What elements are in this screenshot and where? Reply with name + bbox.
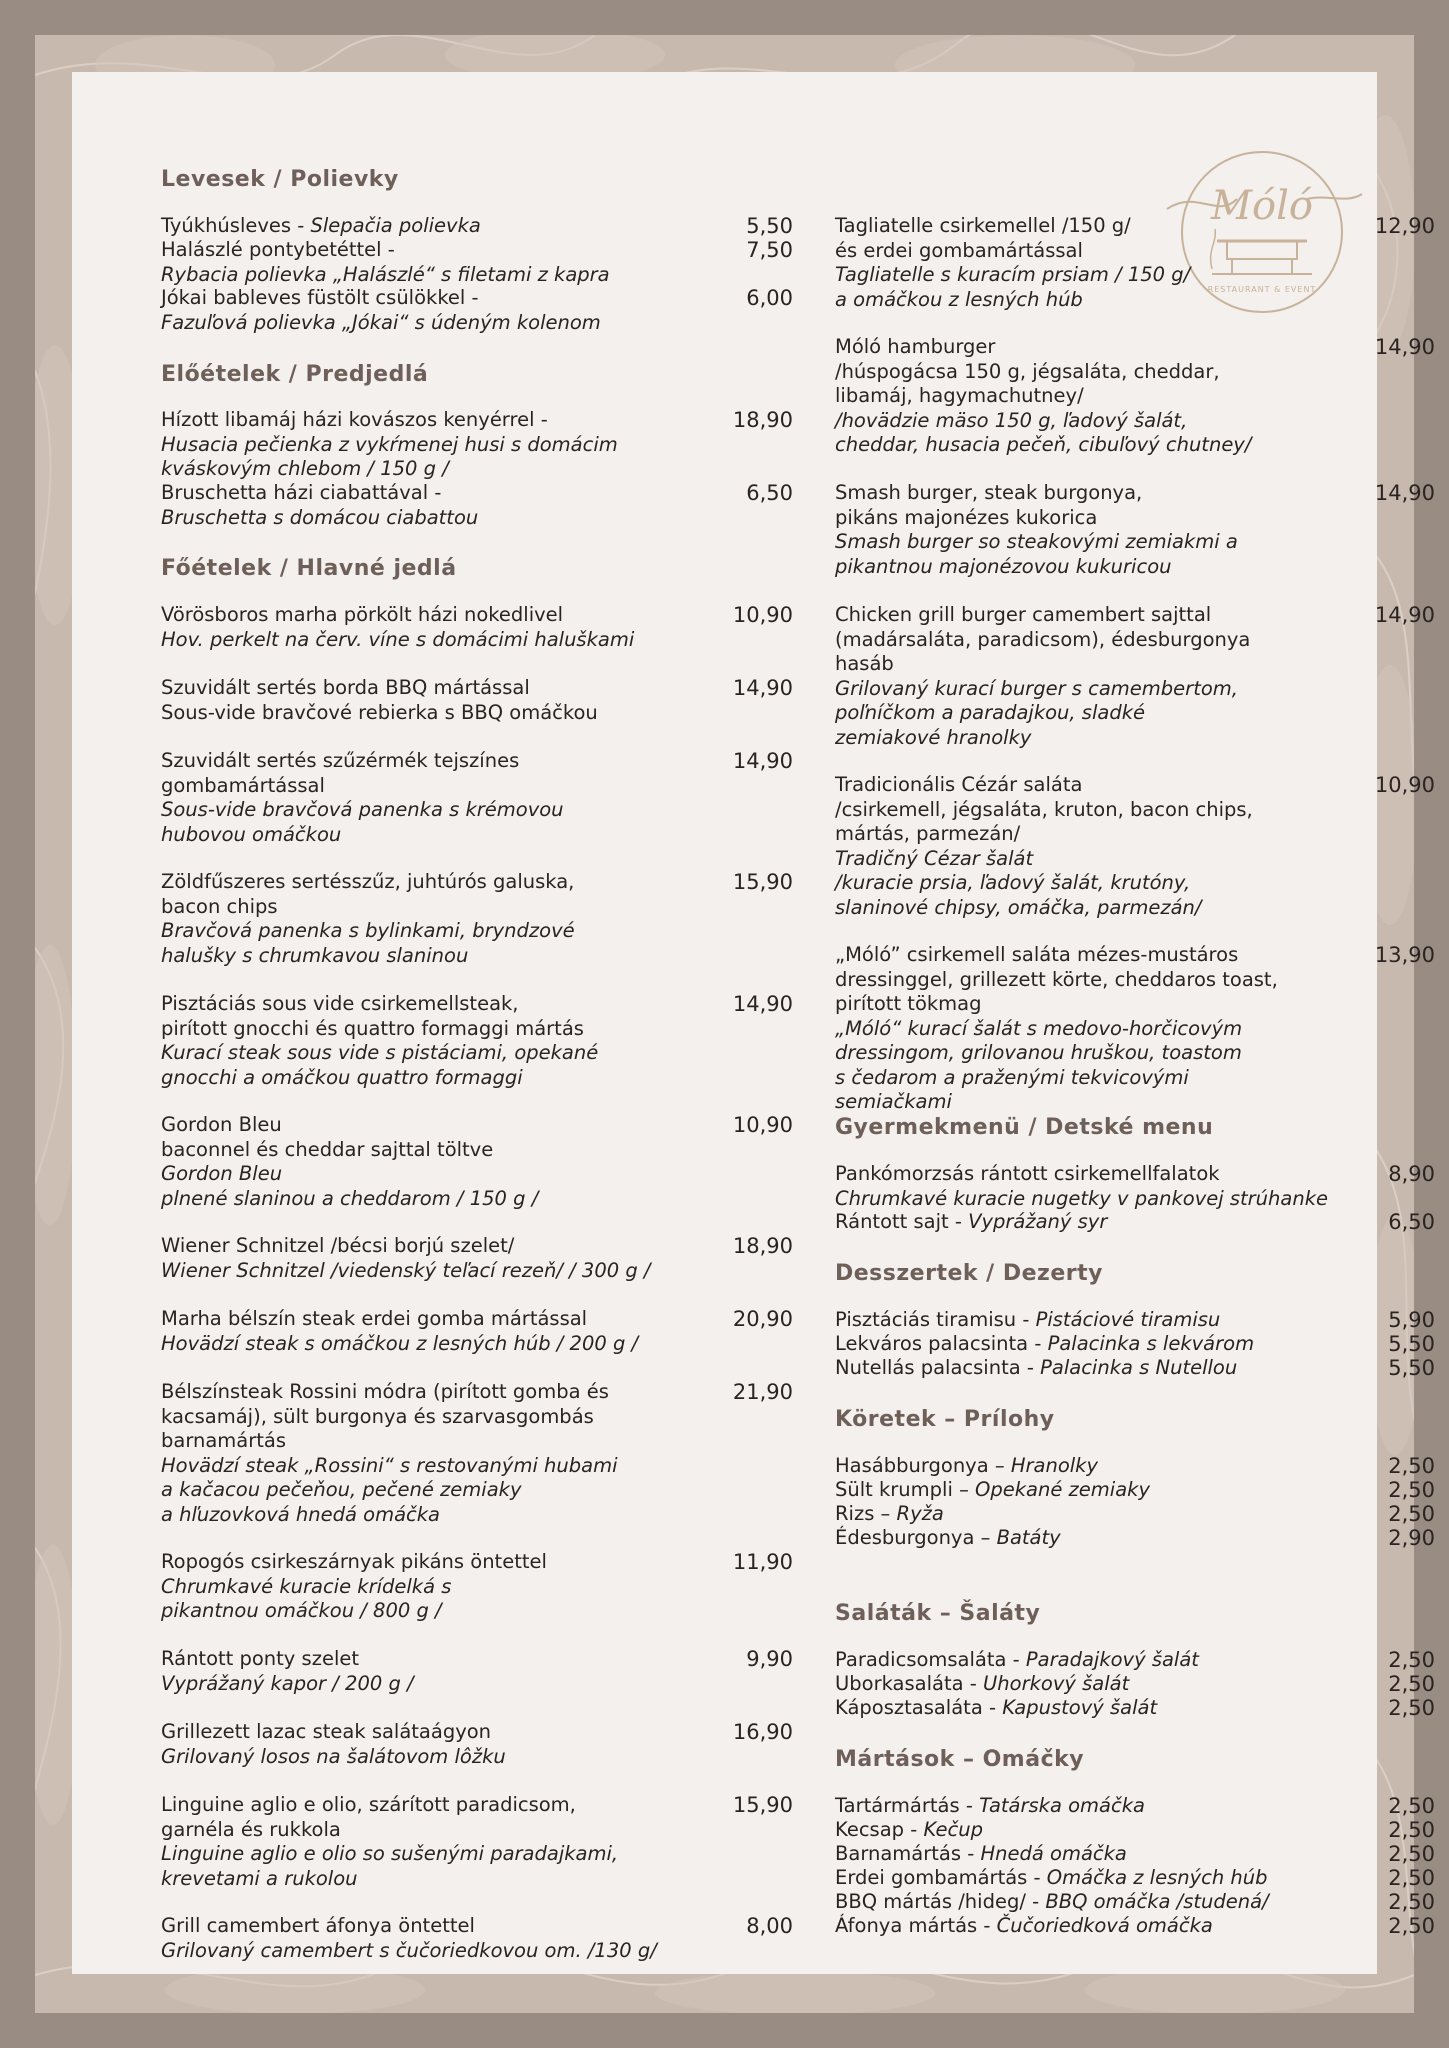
item-name-hu: Wiener Schnitzel /bécsi borjú szelet/ — [161, 1234, 515, 1257]
menu-item-line — [835, 1648, 1435, 1673]
item-price: 6,50 — [746, 481, 793, 505]
item-name-sk: Kurací steak sous vide s pistáciami, opekané — [161, 1041, 599, 1064]
item-name-sk: poľníčkom a paradajkou, sladké — [835, 701, 1146, 724]
menu-item — [161, 676, 793, 725]
section-title: Előételek / Predjedlá — [161, 362, 429, 387]
item-name-sk: slaninové chipsy, omáčka, parmezán/ — [835, 895, 1202, 919]
item-name-sk: Bruschetta s domácou ciabattou — [161, 505, 479, 529]
item-name-sk: a hľuzovková hnedá omáčka — [161, 1502, 440, 1526]
item-price: 10,90 — [732, 1113, 793, 1137]
item-price: 2,50 — [1388, 1478, 1435, 1502]
item-name-hu: BBQ mártás /hideg/ - — [835, 1890, 1046, 1913]
section-title: Desszertek / Dezerty — [835, 1261, 1103, 1286]
item-price: 20,90 — [732, 1307, 793, 1331]
item-name-hu: Halászlé pontybetéttel - — [161, 238, 395, 261]
menu-item-names — [835, 1162, 1435, 1211]
menu-item — [835, 1478, 1435, 1503]
item-name-hu: dressinggel, grillezett körte, cheddaros toast, — [835, 967, 1278, 991]
item-name-hu: Bruschetta házi ciabattával - — [161, 481, 442, 504]
menu-item — [161, 1234, 793, 1283]
menu-item — [835, 1794, 1435, 1819]
item-name-hu: Grillezett lazac steak salátaágyon — [161, 1720, 492, 1743]
item-name-sk: Vyprážaný kapor / 200 g / — [161, 1671, 414, 1695]
item-name-sk: Paradajkový šalát — [1025, 1648, 1199, 1671]
item-name-hu: hasáb — [835, 652, 894, 675]
item-name-sk: Hovädzí steak „Rossini“ s restovanými hubami — [161, 1453, 618, 1477]
menu-item — [161, 1720, 793, 1769]
item-name-hu: pirított tökmag — [835, 992, 982, 1015]
item-name-sk: kváskovým chlebom / 150 g / — [161, 457, 449, 480]
item-price: 2,50 — [1388, 1696, 1435, 1720]
menu-item — [161, 603, 793, 652]
item-name-sk: Palacinka s lekvárom — [1047, 1332, 1255, 1355]
menu-item-names — [161, 1380, 793, 1527]
item-price: 6,00 — [746, 286, 793, 310]
menu-item-line — [835, 1454, 1435, 1479]
item-name-sk: Uhorkový šalát — [983, 1672, 1130, 1695]
menu-item-line — [835, 1866, 1435, 1891]
menu-item — [835, 481, 1435, 579]
item-name-sk: Kapustový šalát — [1002, 1696, 1158, 1719]
menu-item-names — [161, 1914, 793, 1963]
item-name-hu: Lekváros palacsinta - — [835, 1332, 1048, 1355]
item-name-hu: Sous-vide bravčové rebierka s BBQ omáčkou — [161, 700, 598, 724]
menu-item-names — [835, 1672, 1435, 1697]
menu-item-line — [835, 1332, 1435, 1357]
item-name-hu: Rántott sajt - — [835, 1210, 969, 1233]
menu-item — [835, 1648, 1435, 1673]
item-name-sk: pikantnou omáčkou / 800 g / — [161, 1599, 442, 1622]
item-price: 2,50 — [1388, 1890, 1435, 1914]
menu-item-line — [835, 1356, 1435, 1381]
item-name-hu: „Móló” csirkemell saláta mézes-mustáros — [835, 943, 1239, 966]
item-price: 5,50 — [1388, 1332, 1435, 1356]
item-name-hu: Zöldfűszeres sertésszűz, juhtúrós galuska, — [161, 870, 575, 893]
item-name-hu: Hasábburgonya – — [835, 1454, 1011, 1477]
menu-item-names — [835, 1454, 1435, 1479]
item-name-hu: Chicken grill burger camembert sajttal — [835, 603, 1212, 626]
item-name-sk: Hov. perkelt na červ. víne s domácimi haluškami — [161, 627, 635, 651]
menu-item-names — [835, 943, 1435, 1115]
item-name-hu: Káposztasaláta - — [835, 1696, 1003, 1719]
item-name-sk: Slepačia polievka — [310, 214, 481, 237]
item-name-sk: Smash burger so steakovými zemiakmi a — [835, 530, 1238, 553]
item-name-sk: halušky s chrumkavou slaninou — [161, 943, 469, 967]
menu-item — [835, 1696, 1435, 1721]
item-name-hu: Pankómorzsás rántott csirkemellfalatok — [835, 1162, 1220, 1185]
menu-item-names — [161, 481, 793, 530]
menu-item-names — [161, 870, 793, 968]
item-price: 14,90 — [1374, 603, 1435, 627]
item-price: 15,90 — [732, 1793, 793, 1817]
item-name-sk: Tatárska omáčka — [979, 1794, 1145, 1817]
item-name-sk: semiačkami — [835, 1090, 952, 1113]
menu-item — [835, 1356, 1435, 1381]
item-price: 2,50 — [1388, 1648, 1435, 1672]
section-title: Saláták – Šaláty — [835, 1601, 1041, 1626]
menu-item-names — [835, 1648, 1435, 1673]
item-name-hu: pirított gnocchi és quattro formaggi mártás — [161, 1016, 584, 1040]
item-name-sk: Kečup — [923, 1818, 984, 1841]
item-name-hu: barnamártás — [161, 1429, 287, 1452]
item-price: 2,50 — [1388, 1842, 1435, 1866]
item-name-sk: Ryža — [896, 1502, 944, 1525]
item-name-hu: Kecsap - — [835, 1818, 924, 1841]
item-name-sk: Rybacia polievka „Halászlé“ s filetami z kapra — [161, 262, 610, 286]
menu-item — [835, 1914, 1435, 1939]
item-name-sk: Gordon Bleu — [161, 1162, 283, 1185]
section-title: Gyermekmenü / Detské menu — [835, 1115, 1214, 1140]
menu-item-names — [835, 1502, 1435, 1527]
item-name-sk: pikantnou majonézovou kukuricou — [835, 554, 1172, 578]
menu-item-names — [835, 1866, 1435, 1891]
menu-sheet — [72, 72, 1435, 1974]
item-price: 14,90 — [732, 992, 793, 1016]
menu-item-line — [835, 1672, 1435, 1697]
menu-item-names — [835, 481, 1435, 579]
item-name-hu: Smash burger, steak burgonya, — [835, 481, 1143, 504]
item-price: 14,90 — [732, 676, 793, 700]
menu-item-line — [835, 1842, 1435, 1867]
menu-item — [161, 870, 793, 968]
menu-item-names — [161, 992, 793, 1090]
menu-item-names — [835, 1696, 1435, 1721]
menu-item — [161, 214, 793, 239]
item-name-hu: Édesburgonya – — [835, 1526, 997, 1549]
menu-item — [835, 1890, 1435, 1915]
item-name-hu: Erdei gombamártás - — [835, 1866, 1047, 1889]
menu-item-names — [161, 1550, 793, 1624]
item-name-hu: libamáj, hagymachutney/ — [835, 384, 1084, 407]
item-name-hu: Rántott ponty szelet — [161, 1647, 359, 1670]
item-name-hu: Uborkasaláta - — [835, 1672, 984, 1695]
menu-item — [835, 1526, 1435, 1551]
item-name-sk: /kuracie prsia, ľadový šalát, krutóny, — [835, 871, 1191, 894]
item-price: 8,00 — [746, 1914, 793, 1938]
item-name-hu: Bélszínsteak Rossini módra (pirított gomba és — [161, 1380, 609, 1403]
item-name-sk: Linguine aglio e olio so sušenými paradajkami, — [161, 1842, 619, 1865]
menu-item-names — [835, 1914, 1435, 1939]
item-name-hu: Szuvidált sertés borda BBQ mártással — [161, 676, 530, 699]
item-price: 2,50 — [1388, 1454, 1435, 1478]
menu-item-names — [835, 1526, 1435, 1551]
menu-item-names — [161, 1647, 793, 1696]
menu-item — [161, 286, 793, 335]
menu-item-names — [835, 1794, 1435, 1819]
item-price: 9,90 — [746, 1647, 793, 1671]
menu-item-names — [835, 335, 1435, 458]
item-name-sk: Hovädzí steak s omáčkou z lesných húb / 200 g / — [161, 1331, 639, 1355]
menu-item — [161, 1647, 793, 1696]
item-name-hu: baconnel és cheddar sajttal töltve — [161, 1137, 494, 1161]
menu-item — [835, 603, 1435, 750]
item-price: 11,90 — [732, 1550, 793, 1574]
menu-item-names — [161, 749, 793, 847]
menu-item — [161, 238, 793, 287]
menu-item-line — [161, 214, 793, 239]
menu-item-line — [835, 1502, 1435, 1527]
item-price: 14,90 — [732, 749, 793, 773]
item-price: 10,90 — [732, 603, 793, 627]
menu-item-names — [835, 1332, 1435, 1357]
item-name-hu: bacon chips — [161, 894, 278, 918]
item-price: 12,90 — [1374, 214, 1435, 238]
item-name-sk: Bravčová panenka s bylinkami, bryndzové — [161, 919, 575, 942]
menu-item-names — [835, 603, 1435, 750]
item-name-sk: Batáty — [996, 1526, 1061, 1549]
menu-item-line — [835, 1526, 1435, 1551]
menu-item — [161, 1550, 793, 1624]
menu-item-names — [835, 773, 1435, 920]
item-name-sk: zemiakové hranolky — [835, 725, 1032, 749]
menu-item-names — [161, 286, 793, 335]
item-name-sk: Hranolky — [1010, 1454, 1098, 1477]
menu-item — [835, 1454, 1435, 1479]
item-price: 6,50 — [1388, 1210, 1435, 1234]
menu-item — [835, 214, 1435, 312]
section-title: Levesek / Polievky — [161, 167, 399, 192]
item-price: 18,90 — [732, 1234, 793, 1258]
item-name-hu: Tagliatelle csirkemellel /150 g/ — [835, 214, 1131, 237]
menu-item — [835, 1502, 1435, 1527]
item-name-sk: Hnedá omáčka — [980, 1842, 1127, 1865]
menu-item-names — [161, 603, 793, 652]
menu-item — [161, 749, 793, 847]
item-price: 7,50 — [746, 238, 793, 262]
item-name-hu: Vörösboros marha pörkölt házi nokedlivel — [161, 603, 564, 626]
item-name-sk: Vyprážaný syr — [968, 1210, 1108, 1233]
menu-item — [161, 1793, 793, 1891]
item-name-hu: Barnamártás - — [835, 1842, 981, 1865]
item-name-hu: Gordon Bleu — [161, 1113, 282, 1136]
menu-item-names — [835, 1478, 1435, 1503]
menu-item-line — [835, 1890, 1435, 1915]
item-name-sk: Tradičný Cézar šalát — [835, 846, 1034, 870]
item-price: 14,90 — [1374, 335, 1435, 359]
item-name-sk: „Móló“ kurací šalát s medovo-horčicovým — [835, 1016, 1243, 1040]
item-name-sk: Grilovaný camembert s čučoriedkovou om. /130 g/ — [161, 1938, 657, 1962]
item-name-sk: dressingom, grilovanou hruškou, toastom — [835, 1041, 1242, 1064]
item-price: 15,90 — [732, 870, 793, 894]
menu-item — [161, 1307, 793, 1356]
section-title: Mártások – Omáčky — [835, 1747, 1085, 1772]
item-name-hu: Tradicionális Cézár saláta — [835, 773, 1083, 796]
item-price: 21,90 — [732, 1380, 793, 1404]
logo-wordmark: Móló — [1211, 183, 1313, 229]
item-name-hu: és erdei gombamártással — [835, 238, 1083, 262]
menu-item — [835, 1842, 1435, 1867]
item-name-sk: s čedarom a praženými tekvicovými — [835, 1065, 1189, 1089]
menu-item-line — [835, 1478, 1435, 1503]
item-name-sk: Chrumkavé kuracie krídelká s — [161, 1574, 452, 1598]
item-name-hu: Paradicsomsaláta - — [835, 1648, 1026, 1671]
section-title: Köretek – Prílohy — [835, 1407, 1055, 1432]
menu-item-names — [161, 1234, 793, 1283]
item-name-hu: Hízott libamáj házi kovászos kenyérrel - — [161, 408, 548, 431]
item-name-sk: Wiener Schnitzel /viedenský teľací rezeň/ / 300 g / — [161, 1258, 651, 1282]
item-price: 2,50 — [1388, 1866, 1435, 1890]
menu-item-line — [835, 1696, 1435, 1721]
item-price: 10,90 — [1374, 773, 1435, 797]
item-name-hu: /húspogácsa 150 g, jégsaláta, cheddar, — [835, 359, 1220, 383]
menu-item-names — [835, 1890, 1435, 1915]
item-name-sk: BBQ omáčka /studená/ — [1045, 1890, 1269, 1913]
item-name-hu: Marha bélszín steak erdei gomba mártással — [161, 1307, 588, 1330]
item-price: 8,90 — [1388, 1162, 1435, 1186]
item-name-sk: Grilovaný losos na šalátovom lôžku — [161, 1744, 506, 1768]
item-name-hu: mártás, parmezán/ — [835, 822, 1021, 845]
menu-item-names — [835, 1818, 1435, 1843]
item-price: 5,90 — [1388, 1308, 1435, 1332]
item-price: 5,50 — [1388, 1356, 1435, 1380]
item-name-hu: Tartármártás - — [835, 1794, 980, 1817]
menu-item — [835, 1818, 1435, 1843]
item-name-hu: Áfonya mártás - — [835, 1914, 997, 1937]
menu-item-line — [835, 1914, 1435, 1939]
menu-item-line — [835, 1308, 1435, 1333]
item-name-hu: kacsamáj), sült burgonya és szarvasgombás — [161, 1404, 594, 1428]
menu-item — [835, 1866, 1435, 1891]
item-name-sk: Palacinka s Nutellou — [1040, 1356, 1238, 1379]
menu-item — [161, 1113, 793, 1211]
item-name-sk: Chrumkavé kuracie nugetky v pankovej strúhanke — [835, 1186, 1328, 1210]
item-name-sk: cheddar, husacia pečeň, cibuľový chutney/ — [835, 433, 1252, 456]
item-name-sk: Pistáciové tiramisu — [1035, 1308, 1221, 1331]
item-name-hu: Ropogós csirkeszárnyak pikáns öntettel — [161, 1550, 547, 1573]
menu-item-names — [835, 214, 1435, 312]
item-price: 2,50 — [1388, 1818, 1435, 1842]
menu-item — [161, 408, 793, 482]
menu-item — [835, 1672, 1435, 1697]
menu-item-names — [161, 1113, 793, 1211]
menu-item — [161, 1380, 793, 1527]
item-name-hu: Tyúkhúsleves - — [161, 214, 311, 237]
menu-item — [835, 335, 1435, 458]
menu-item-line — [835, 1818, 1435, 1843]
item-name-hu: Rizs – — [835, 1502, 897, 1525]
menu-item-names — [835, 1308, 1435, 1333]
menu-item — [835, 1308, 1435, 1333]
menu-item-names — [161, 238, 793, 287]
item-name-sk: Opekané zemiaky — [975, 1478, 1150, 1501]
item-name-hu: /csirkemell, jégsaláta, kruton, bacon chips, — [835, 797, 1253, 821]
section-title: Főételek / Hlavné jedlá — [161, 556, 457, 581]
item-name-sk: Grilovaný kurací burger s camembertom, — [835, 676, 1238, 700]
menu-item — [835, 1332, 1435, 1357]
item-name-hu: Pisztáciás sous vide csirkemellsteak, — [161, 992, 519, 1015]
menu-item-names — [161, 408, 793, 482]
logo-subtext: RESTAURANT & EVENT — [1207, 285, 1317, 294]
menu-item-names — [161, 676, 793, 725]
menu-item-names — [161, 1307, 793, 1356]
item-name-hu: Sült krumpli – — [835, 1478, 976, 1501]
item-price: 2,50 — [1388, 1502, 1435, 1526]
item-price: 5,50 — [746, 214, 793, 238]
item-price: 2,50 — [1388, 1914, 1435, 1938]
item-price: 2,90 — [1388, 1526, 1435, 1550]
item-name-hu: Móló hamburger — [835, 335, 996, 358]
item-name-sk: a omáčkou z lesných húb — [835, 287, 1083, 311]
item-name-sk: Omáčka z lesných húb — [1046, 1866, 1268, 1889]
menu-item — [161, 1914, 793, 1963]
item-price: 16,90 — [732, 1720, 793, 1744]
item-name-sk: Tagliatelle s kuracím prsiam / 150 g/ — [835, 263, 1191, 286]
item-name-hu: Szuvidált sertés szűzérmék tejszínes — [161, 749, 520, 772]
menu-item-line — [835, 1210, 1435, 1235]
item-name-sk: /hovädzie mäso 150 g, ľadový šalát, — [835, 408, 1188, 432]
item-name-sk: Fazuľová polievka „Jókai“ s údeným kolenom — [161, 310, 601, 334]
item-name-sk: plnené slaninou a cheddarom / 150 g / — [161, 1186, 539, 1210]
menu-item — [835, 943, 1435, 1115]
item-name-hu: gombamártással — [161, 773, 325, 797]
item-price: 2,50 — [1388, 1794, 1435, 1818]
item-name-sk: Čučoriedková omáčka — [996, 1914, 1213, 1937]
item-price: 2,50 — [1388, 1672, 1435, 1696]
menu-item-names — [835, 1842, 1435, 1867]
item-price: 18,90 — [732, 408, 793, 432]
item-name-sk: hubovou omáčkou — [161, 822, 342, 846]
item-name-sk: Sous-vide bravčová panenka s krémovou — [161, 798, 564, 821]
item-name-hu: Pisztáciás tiramisu - — [835, 1308, 1036, 1331]
item-name-hu: Linguine aglio e olio, szárított paradicsom, — [161, 1793, 576, 1816]
item-name-hu: Nutellás palacsinta - — [835, 1356, 1041, 1379]
menu-item-names — [161, 1793, 793, 1891]
menu-item — [161, 481, 793, 530]
item-name-hu: Grill camembert áfonya öntettel — [161, 1914, 475, 1937]
item-price: 13,90 — [1374, 943, 1435, 967]
menu-item-names — [161, 1720, 793, 1769]
menu-item — [835, 1162, 1435, 1211]
menu-item — [835, 1210, 1435, 1235]
menu-item-names — [835, 1356, 1435, 1381]
menu-item — [835, 773, 1435, 920]
item-name-hu: Jókai bableves füstölt csülökkel - — [161, 286, 479, 309]
item-price: 14,90 — [1374, 481, 1435, 505]
item-name-sk: krevetami a rukolou — [161, 1866, 358, 1890]
menu-item-names — [835, 1210, 1435, 1235]
menu-item-names — [161, 214, 793, 239]
item-name-sk: Husacia pečienka z vykŕmenej husi s domácim — [161, 432, 618, 456]
item-name-hu: (madársaláta, paradicsom), édesburgonya — [835, 627, 1251, 651]
item-name-hu: pikáns majonézes kukorica — [835, 505, 1098, 529]
menu-item — [161, 992, 793, 1090]
item-name-sk: gnocchi a omáčkou quattro formaggi — [161, 1065, 523, 1089]
item-name-hu: garnéla és rukkola — [161, 1817, 341, 1841]
item-name-sk: a kačacou pečeňou, pečené zemiaky — [161, 1478, 522, 1501]
menu-item-line — [835, 1794, 1435, 1819]
